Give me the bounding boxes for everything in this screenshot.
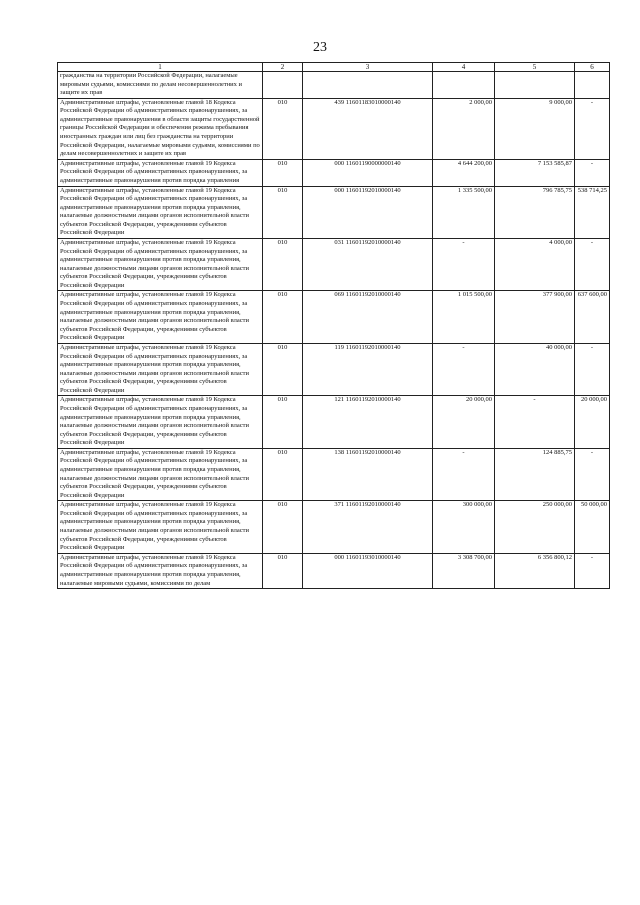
table-row bbox=[58, 186, 610, 238]
row-value-col6: - bbox=[575, 98, 610, 159]
row-value-col5 bbox=[495, 72, 575, 99]
row-description: гражданства на территории Российской Федерации, налагаемые мировыми судьями, комиссиями по делам несовершеннолетних и защите их прав bbox=[58, 72, 263, 99]
row-budget-code: 119 11601192010000140 bbox=[303, 343, 433, 395]
row-description: Административные штрафы, установленные главой 19 Кодекса Российской Федерации об административных правонарушениях, за административные правонарушения против порядка управления, налагаемые должностными лицами органов исполнительной власти субъектов Российской Федерации, учреждениями субъектов Российской Федерации bbox=[58, 186, 263, 238]
table-row bbox=[58, 72, 610, 99]
column-number-row bbox=[58, 63, 610, 72]
row-value-col6: 538 714,25 bbox=[575, 186, 610, 238]
row-value-col5: 796 785,75 bbox=[495, 186, 575, 238]
row-value-col6: - bbox=[575, 448, 610, 500]
row-value-col6: - bbox=[575, 343, 610, 395]
column-header-4: 4 bbox=[433, 63, 495, 72]
row-value-col5: 377 900,00 bbox=[495, 291, 575, 343]
row-value-col4: - bbox=[433, 238, 495, 290]
row-budget-code: 000 11601193010000140 bbox=[303, 553, 433, 588]
row-line-code: 010 bbox=[263, 238, 303, 290]
table-row bbox=[58, 553, 610, 588]
table-body bbox=[58, 72, 610, 589]
row-value-col4: 4 644 200,00 bbox=[433, 159, 495, 186]
row-line-code: 010 bbox=[263, 291, 303, 343]
row-value-col4: - bbox=[433, 343, 495, 395]
page-number: 23 bbox=[313, 40, 327, 55]
row-value-col4 bbox=[433, 72, 495, 99]
table-row bbox=[58, 98, 610, 159]
row-line-code: 010 bbox=[263, 396, 303, 448]
row-value-col4: 2 000,00 bbox=[433, 98, 495, 159]
row-value-col4: - bbox=[433, 448, 495, 500]
row-budget-code: 069 11601192010000140 bbox=[303, 291, 433, 343]
table-row bbox=[58, 343, 610, 395]
row-budget-code: 138 11601192010000140 bbox=[303, 448, 433, 500]
table-row bbox=[58, 448, 610, 500]
row-value-col5: 7 153 585,87 bbox=[495, 159, 575, 186]
row-line-code: 010 bbox=[263, 98, 303, 159]
row-value-col6: - bbox=[575, 553, 610, 588]
row-value-col6: - bbox=[575, 159, 610, 186]
column-header-1: 1 bbox=[58, 63, 263, 72]
row-value-col6: - bbox=[575, 238, 610, 290]
row-description: Административные штрафы, установленные главой 19 Кодекса Российской Федерации об административных правонарушениях, за административные правонарушения против порядка управления, налагаемые должностными лицами органов исполнительной власти субъектов Российской Федерации, учреждениями субъектов Российской Федерации bbox=[58, 343, 263, 395]
row-line-code: 010 bbox=[263, 186, 303, 238]
row-budget-code: 031 11601192010000140 bbox=[303, 238, 433, 290]
row-budget-code: 121 11601192010000140 bbox=[303, 396, 433, 448]
column-header-2: 2 bbox=[263, 63, 303, 72]
report-table bbox=[57, 62, 610, 589]
row-description: Административные штрафы, установленные главой 19 Кодекса Российской Федерации об административных правонарушениях, за административные правонарушения против порядка управления, налагаемые должностными лицами органов исполнительной власти субъектов Российской Федерации, учреждениями субъектов Российской Федерации bbox=[58, 291, 263, 343]
row-line-code: 010 bbox=[263, 501, 303, 553]
row-value-col6: 20 000,00 bbox=[575, 396, 610, 448]
row-line-code: 010 bbox=[263, 159, 303, 186]
column-header-3: 3 bbox=[303, 63, 433, 72]
row-value-col4: 300 000,00 bbox=[433, 501, 495, 553]
row-value-col4: 20 000,00 bbox=[433, 396, 495, 448]
table-row bbox=[58, 159, 610, 186]
row-budget-code: 371 11601192010000140 bbox=[303, 501, 433, 553]
row-budget-code: 000 11601192010000140 bbox=[303, 186, 433, 238]
row-value-col5: 4 000,00 bbox=[495, 238, 575, 290]
row-description: Административные штрафы, установленные главой 19 Кодекса Российской Федерации об административных правонарушениях, за административные правонарушения против порядка управления, налагаемые мировыми судьями, комиссиями по делам bbox=[58, 553, 263, 588]
row-description: Административные штрафы, установленные главой 18 Кодекса Российской Федерации об административных правонарушениях, за административные правонарушения в области защиты государственной границы Российской Федерации и обеспечения режима пребывания иностранных граждан или лиц без гражданства на территории Российской Федерации, налагаемые мировыми судьями, комиссиями по делам несовершеннолетних и защите их прав bbox=[58, 98, 263, 159]
row-value-col5: - bbox=[495, 396, 575, 448]
row-description: Административные штрафы, установленные главой 19 Кодекса Российской Федерации об административных правонарушениях, за административные правонарушения против порядка управления, налагаемые должностными лицами органов исполнительной власти субъектов Российской Федерации, учреждениями субъектов Российской Федерации bbox=[58, 448, 263, 500]
row-value-col6: 50 000,00 bbox=[575, 501, 610, 553]
row-line-code bbox=[263, 72, 303, 99]
row-description: Административные штрафы, установленные главой 19 Кодекса Российской Федерации об административных правонарушениях, за административные правонарушения против порядка управления, налагаемые должностными лицами органов исполнительной власти субъектов Российской Федерации, учреждениями субъектов Российской Федерации bbox=[58, 396, 263, 448]
row-value-col5: 6 356 800,12 bbox=[495, 553, 575, 588]
table-row bbox=[58, 501, 610, 553]
row-value-col4: 1 335 500,00 bbox=[433, 186, 495, 238]
row-budget-code: 000 11601190000000140 bbox=[303, 159, 433, 186]
row-line-code: 010 bbox=[263, 448, 303, 500]
row-description: Административные штрафы, установленные главой 19 Кодекса Российской Федерации об административных правонарушениях, за административные правонарушения против порядка управления, налагаемые должностными лицами органов исполнительной власти субъектов Российской Федерации, учреждениями субъектов Российской Федерации bbox=[58, 501, 263, 553]
row-value-col6: 637 600,00 bbox=[575, 291, 610, 343]
row-description: Административные штрафы, установленные главой 19 Кодекса Российской Федерации об административных правонарушениях, за административные правонарушения против порядка управления, налагаемые должностными лицами органов исполнительной власти субъектов Российской Федерации, учреждениями субъектов Российской Федерации bbox=[58, 238, 263, 290]
row-value-col5: 40 000,00 bbox=[495, 343, 575, 395]
column-header-6: 6 bbox=[575, 63, 610, 72]
table-row bbox=[58, 238, 610, 290]
table-row bbox=[58, 396, 610, 448]
row-value-col4: 1 015 500,00 bbox=[433, 291, 495, 343]
row-budget-code: 439 11601183010000140 bbox=[303, 98, 433, 159]
column-header-5: 5 bbox=[495, 63, 575, 72]
row-value-col5: 9 000,00 bbox=[495, 98, 575, 159]
row-value-col5: 250 000,00 bbox=[495, 501, 575, 553]
row-line-code: 010 bbox=[263, 343, 303, 395]
row-value-col6 bbox=[575, 72, 610, 99]
row-budget-code bbox=[303, 72, 433, 99]
row-value-col5: 124 885,75 bbox=[495, 448, 575, 500]
row-line-code: 010 bbox=[263, 553, 303, 588]
table-row bbox=[58, 291, 610, 343]
row-description: Административные штрафы, установленные главой 19 Кодекса Российской Федерации об административных правонарушениях, за административные правонарушения против порядка управления bbox=[58, 159, 263, 186]
row-value-col4: 3 308 700,00 bbox=[433, 553, 495, 588]
